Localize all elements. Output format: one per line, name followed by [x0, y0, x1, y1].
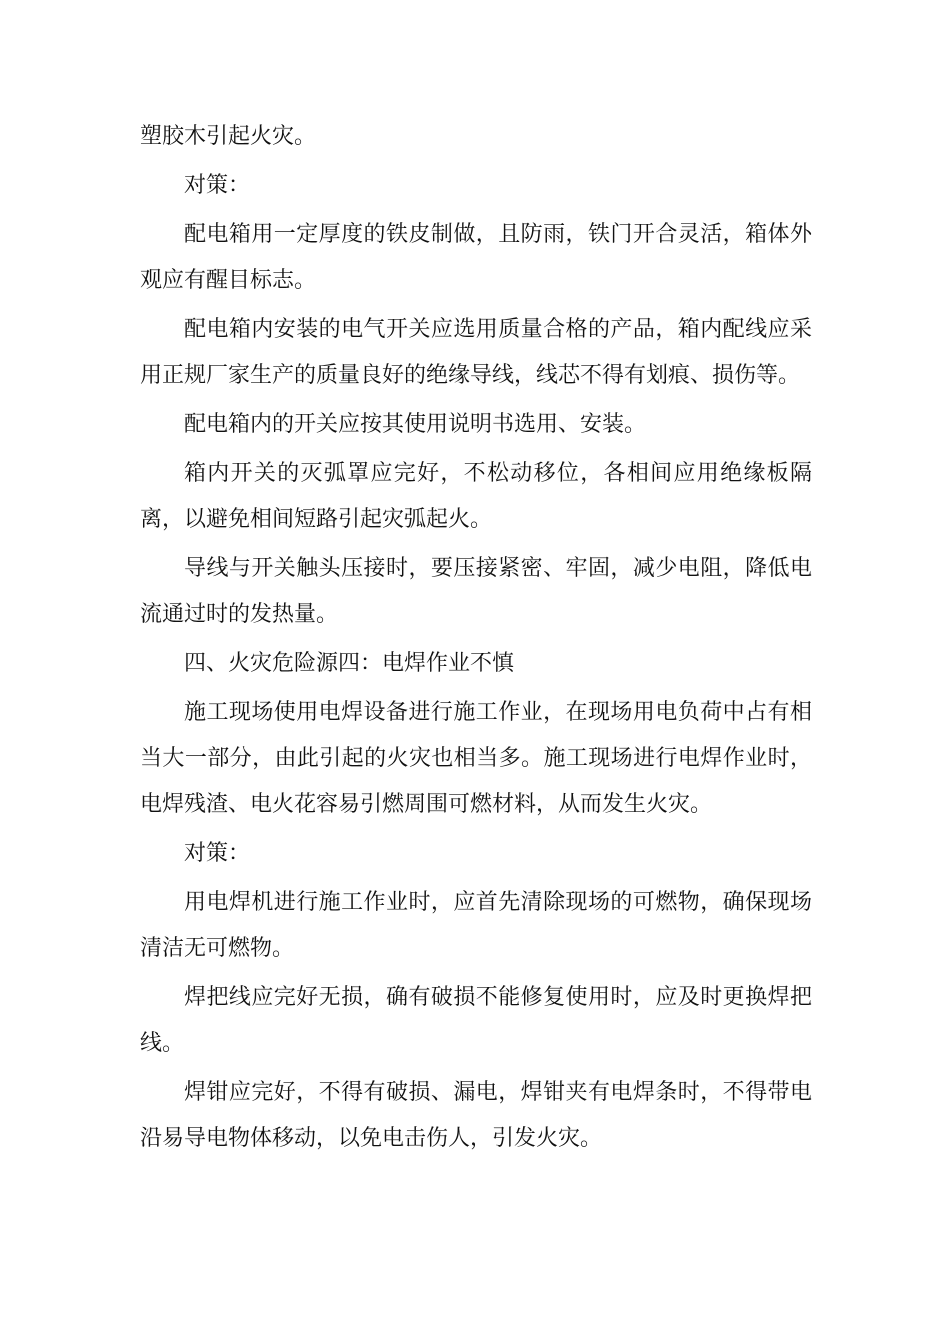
paragraph: 导线与开关触头压接时，要压接紧密、牢固，减少电阻，降低电流通过时的发热量。 [140, 556, 812, 627]
paragraph: 配电箱内的开关应按其使用说明书选用、安装。 [184, 412, 647, 437]
paragraph: 配电箱内安装的电气开关应选用质量合格的产品，箱内配线应采用正规厂家生产的质量良好的绝缘导线，线芯不得有划痕、损伤等。 [140, 317, 812, 388]
document-body [140, 114, 812, 1165]
paragraph: 配电箱用一定厚度的铁皮制做，且防雨，铁门开合灵活，箱体外观应有醒目标志。 [140, 222, 812, 293]
section-heading: 四、火灾危险源四：电焊作业不慎 [184, 651, 515, 676]
paragraph: 焊钳应完好，不得有破损、漏电，焊钳夹有电焊条时，不得带电沿易导电物体移动，以免电击伤人，引发火灾。 [140, 1080, 812, 1151]
paragraph: 用电焊机进行施工作业时，应首先清除现场的可燃物，确保现场清洁无可燃物。 [140, 890, 812, 961]
paragraph: 焊把线应完好无损，确有破损不能修复使用时，应及时更换焊把线。 [140, 985, 812, 1056]
paragraph: 箱内开关的灭弧罩应完好，不松动移位，各相间应用绝缘板隔离，以避免相间短路引起灾弧起火。 [140, 461, 812, 532]
paragraph-continuation: 塑胶木引起火灾。 [140, 124, 317, 149]
paragraph-countermeasure-heading: 对策： [184, 841, 251, 866]
paragraph-countermeasure-heading: 对策： [184, 173, 251, 198]
paragraph: 施工现场使用电焊设备进行施工作业，在现场用电负荷中占有相当大一部分，由此引起的火灾也相当多。施工现场进行电焊作业时，电焊残渣、电火花容易引燃周围可燃材料，从而发生火灾。 [140, 700, 812, 817]
